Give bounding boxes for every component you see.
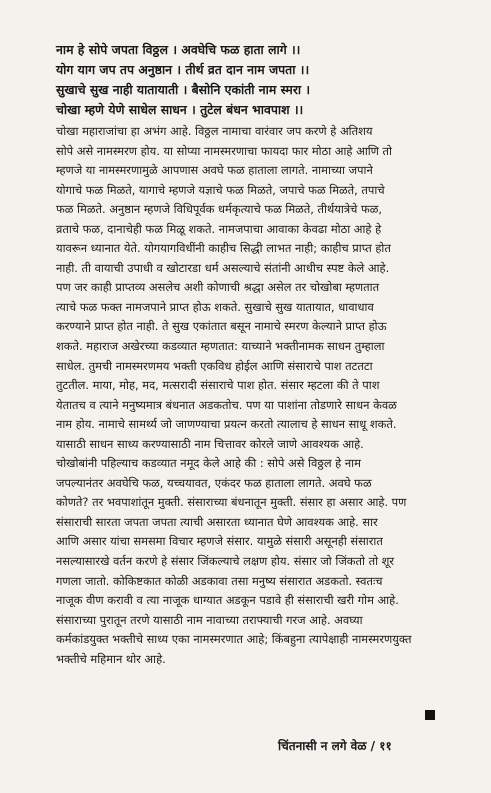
text-line: भक्तीचे महिमान थोर आहे. (56, 651, 166, 666)
text-line: नाही. ती वायाची उपाधी व खोटारडा धर्म असल्याचे संतांनी आधीच स्पष्ट केले आहे. (56, 260, 390, 275)
text-line: नाम होय. नामाचे सामर्थ्य जो जाणण्याचा प्रयत्न करतो त्यालाच हे साधन साधू शकते. (56, 417, 397, 432)
text-line: त्याचे फळ फक्त नामजपाने प्राप्त होऊ शकते. सुखाचे सुख यातायात, धावाधाव (56, 299, 374, 314)
text-line: योगाचे फळ मिळते, यागाचे म्हणजे यज्ञाचे फळ मिळते, जपाचे फळ मिळते, तपाचे (56, 182, 385, 197)
footer-separator: / (370, 739, 376, 753)
text-line: करण्याने प्राप्त होत नाही. ते सुख एकांतात बसून नामाचे स्मरण केल्याने प्राप्त होऊ (56, 319, 387, 334)
text-line: कोणते? तर भवपाशांतून मुक्ती. संसाराच्या बंधनातून मुक्ती. संसार हा असार आहे. पण (56, 495, 407, 510)
text-line: नसल्यासारखे वर्तन करणे हे संसार जिंकल्याचे लक्षण होय. संसार जो जिंकतो तो शूर (56, 554, 395, 569)
text-line: आणि असार यांचा समसमा विचार म्हणजे संसार. यामुळे संसारी असूनही संसारात (56, 534, 383, 549)
text-line: शकते. महाराज अखेरच्या कडव्यात म्हणतात: याच्याने भक्तीनामक साधन तुम्हाला (56, 339, 385, 354)
text-line: साधेल. तुमची नामस्मरणमय भक्ती एकविध होईल आणि संसाराचे पाश तटतटा (56, 358, 373, 373)
text-line: चोखा महाराजांचा हा अभंग आहे. विठ्ठल नामाचा वारंवार जप करणे हे अतिशय (56, 124, 373, 138)
text-line: नाजूक वीण करावी व त्या नाजूक धाग्यात अडकून पडावे ही संसाराची खरी गोम आहे. (56, 593, 399, 608)
end-of-section-square-icon (425, 710, 435, 720)
commentary-text (56, 122, 466, 669)
text-line: यावरून ध्यानात येते. योगयागविधींनी काहीच सिद्धी लाभत नाही; काहीच प्राप्त होत (56, 241, 391, 256)
text-line: तुटतील. माया, मोह, मद, मत्सरादी संसाराचे पाश होत. संसार म्हटला की ते पाश (56, 378, 380, 393)
text-line: जपल्यानंतर अवघेचि फळ, यच्चयावत, एकंदर फळ हाताला लागते. अवघे फळ (56, 475, 372, 490)
text-line: गणला जातो. कोकिष्टकात कोळी अडकावा तसा मनुष्य संसारात अडकतो. स्वतःच (56, 573, 383, 588)
verse-line-2: योग याग जप तप अनुष्ठान । तीर्थ व्रत दान नाम जपता ।। (56, 62, 310, 77)
page-footer (278, 737, 392, 754)
text-line: पण जर काही प्राप्तव्य असलेच अशी कोणाची श्रद्धा असेल तर चोखोबा म्हणतात (56, 280, 380, 295)
text-line: सोपे असे नामस्मरण होय. या सोप्या नामस्मरणाचा फायदा फार मोठा आहे आणि तो (56, 143, 392, 158)
text-line: संसाराची सारता जपता जपता त्याची असारता ध्यानात घेणे आवश्यक आहे. सार (56, 514, 378, 529)
text-line: चोखोबांनी पहिल्याच कडव्यात नमूद केले आहे की : सोपे असे विठ्ठल हे नाम (56, 456, 361, 471)
verse-line-1: नाम हे सोपे जपता विठ्ठल । अवघेचि फळ हाता लागे ।। (56, 42, 301, 57)
text-line: संसाराच्या पुरातून तरणे यासाठी नाम नावाच्या तराफ्याची गरज आहे. अवघ्या (56, 612, 363, 627)
verse-line-3: सुखाचे सुख नाही यातायाती । बैसोनि एकांती नाम स्मरा । (56, 82, 311, 97)
text-line: म्हणजे या नामस्मरणामुळे आपणास अवघे फळ हाताला लागते. नामाच्या जपाने (56, 163, 373, 178)
text-line: येतातच व त्याने मनुष्यमात्र बंधनात अडकतोच. पण या पाशांना तोडणारे साधन केवळ (56, 397, 397, 412)
running-title: चिंतनासी न लगे वेळ (278, 739, 367, 753)
abhang-verse (56, 40, 476, 120)
text-line: कर्मकांडयुक्त भक्तीचे साध्य एका नामस्मरणात आहे; किंबहुना त्यापेक्षाही नामस्मरणयुक्त (56, 632, 412, 647)
text-line: यासाठी साधन साध्य करण्यासाठी नाम चित्तावर कोरले जाणे आवश्यक आहे. (56, 436, 364, 451)
page-number: ११ (379, 739, 392, 753)
text-line: फळ मिळते. अनुष्ठान म्हणजे विधिपूर्वक धर्मकृत्याचे फळ मिळते, तीर्थयात्रेचे फळ, (56, 202, 383, 217)
text-line: व्रताचे फळ, दानाचेही फळ मिळू शकते. नामजपाचा आवाका केवढा मोठा आहे हे (56, 221, 382, 236)
verse-line-4: चोखा म्हणे येणे साधेल साधन । तुटेल बंधन भावपाश ।। (56, 102, 304, 117)
